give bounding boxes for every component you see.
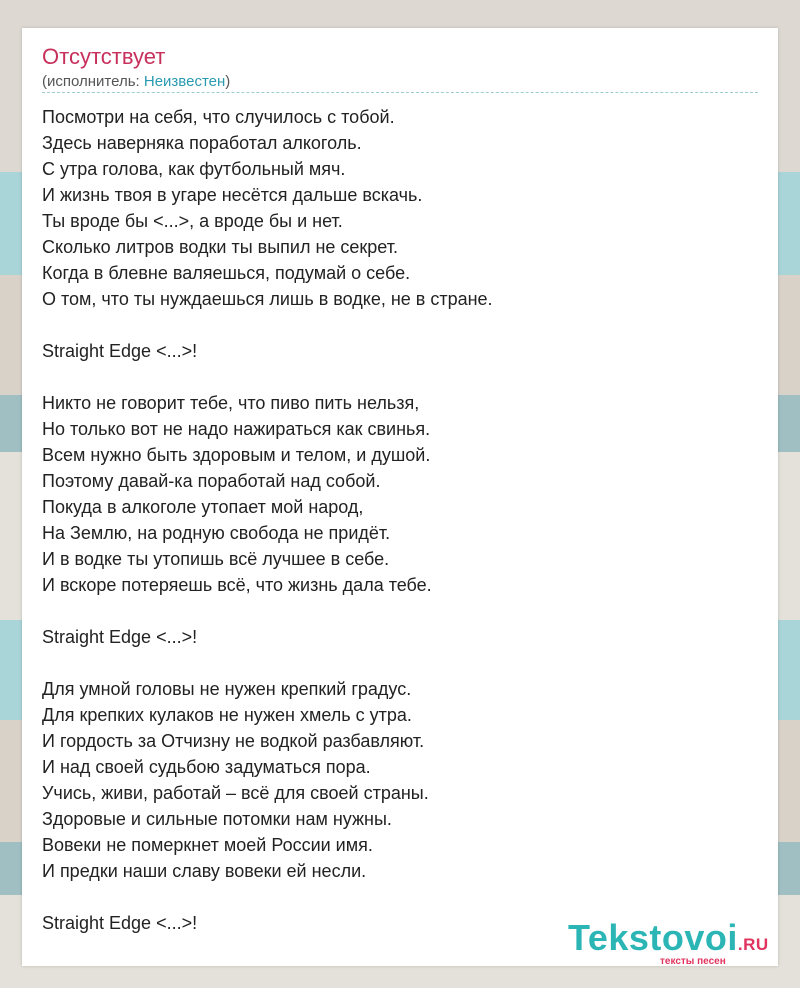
- lyric-line: Всем нужно быть здоровым и телом, и душой.: [42, 445, 431, 465]
- lyric-line: Straight Edge <...>!: [42, 913, 198, 933]
- lyric-line: Для умной головы не нужен крепкий градус.: [42, 679, 412, 699]
- lyrics-card: [22, 28, 778, 966]
- song-title: Отсутствует: [42, 44, 166, 69]
- lyrics-body: [42, 104, 758, 936]
- lyric-line: Здесь наверняка поработал алкоголь.: [42, 133, 362, 153]
- lyric-line: Когда в блевне валяешься, подумай о себе.: [42, 263, 411, 283]
- logo-wordmark: Tekstovoi.RU: [568, 917, 769, 958]
- lyric-line: И вскоре потеряешь всё, что жизнь дала тебе.: [42, 575, 432, 595]
- lyric-line: Посмотри на себя, что случилось с тобой.: [42, 107, 395, 127]
- lyric-line: Но только вот не надо нажираться как свинья.: [42, 419, 431, 439]
- lyric-line: С утра голова, как футбольный мяч.: [42, 159, 346, 179]
- lyric-line: Straight Edge <...>!: [42, 627, 198, 647]
- lyric-line: Учись, живи, работай – всё для своей страны.: [42, 783, 429, 803]
- logo-tld: .RU: [737, 935, 769, 954]
- lyric-line: [42, 598, 758, 624]
- lyric-line: Никто не говорит тебе, что пиво пить нельзя,: [42, 393, 420, 413]
- site-logo[interactable]: [568, 917, 778, 967]
- lyric-line: Straight Edge <...>!: [42, 341, 198, 361]
- artist-link[interactable]: Неизвестен: [143, 73, 226, 90]
- lyric-line: [42, 884, 758, 910]
- artist-prefix: (исполнитель:: [42, 73, 144, 90]
- lyric-line: Поэтому давай-ка поработай над собой.: [42, 471, 381, 491]
- artist-line: [42, 73, 230, 91]
- lyric-line: [42, 312, 758, 338]
- lyric-line: На Землю, на родную свобода не придёт.: [42, 523, 391, 543]
- logo-tagline: тексты песен: [660, 956, 726, 967]
- lyric-line: Для крепких кулаков не нужен хмель с утра.: [42, 705, 412, 725]
- lyric-line: [42, 364, 758, 390]
- artist-suffix: ): [225, 73, 231, 90]
- lyric-line: Вовеки не померкнет моей России имя.: [42, 835, 373, 855]
- lyric-line: И предки наши славу вовеки ей несли.: [42, 861, 367, 881]
- lyric-line: И над своей судьбою задуматься пора.: [42, 757, 371, 777]
- lyric-line: Сколько литров водки ты выпил не секрет.: [42, 237, 398, 257]
- lyric-line: И жизнь твоя в угаре несётся дальше вскачь.: [42, 185, 423, 205]
- lyric-line: Здоровые и сильные потомки нам нужны.: [42, 809, 392, 829]
- lyric-line: Покуда в алкоголе утопает мой народ,: [42, 497, 364, 517]
- title-divider: [42, 92, 758, 93]
- lyric-line: О том, что ты нуждаешься лишь в водке, не в стране.: [42, 289, 493, 309]
- lyric-line: Ты вроде бы <...>, а вроде бы и нет.: [42, 211, 343, 231]
- lyric-line: [42, 650, 758, 676]
- lyric-line: И в водке ты утопишь всё лучшее в себе.: [42, 549, 390, 569]
- lyric-line: И гордость за Отчизну не водкой разбавляют.: [42, 731, 425, 751]
